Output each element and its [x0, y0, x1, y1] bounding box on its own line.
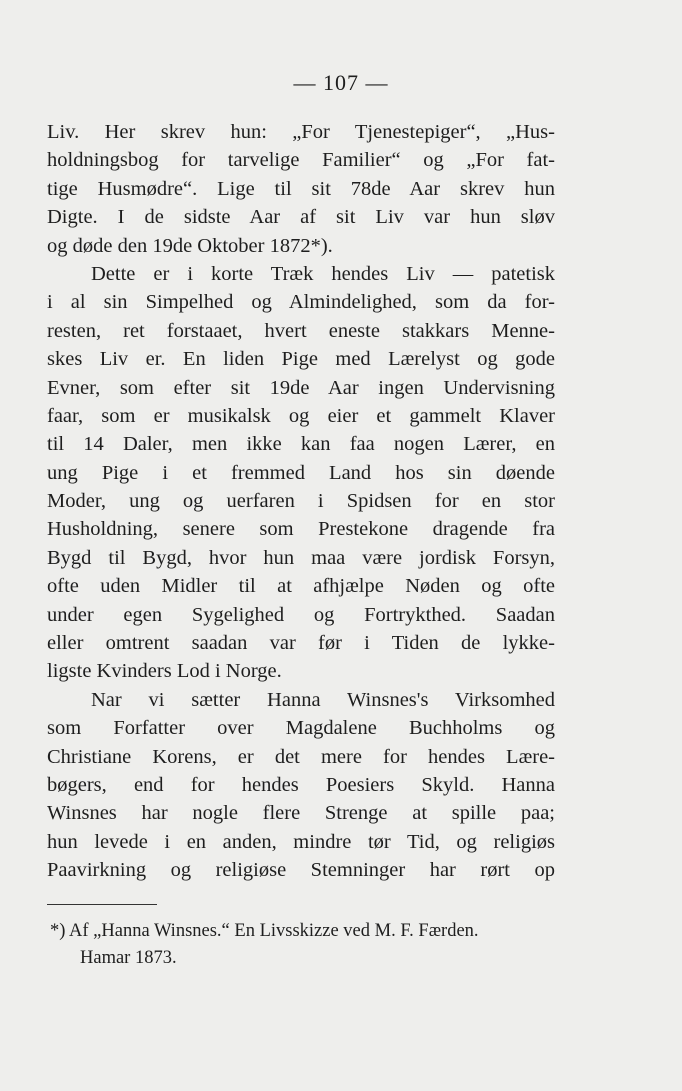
text-line: Dette er i korte Træk hendes Liv — patetisk [91, 262, 555, 285]
page-number: — 107 — [293, 70, 389, 95]
text-line: Nar vi sætter Hanna Winsnes's Virksomhed [91, 688, 555, 711]
text-line: ligste Kvinders Lod i Norge. [47, 660, 282, 683]
text-line: til 14 Daler, men ikke kan faa nogen Lærer, en [47, 433, 555, 456]
text-line: Husholdning, senere som Prestekone dragende fra [47, 518, 555, 541]
body-text [47, 118, 555, 885]
text-line: under egen Sygelighed og Fortrykthed. Saadan [47, 603, 555, 626]
footnote-line [50, 918, 555, 945]
text-line: resten, ret forstaaet, hvert eneste stakkars Menne- [47, 319, 555, 342]
footnote-marker: *) [50, 921, 66, 941]
text-line: ofte uden Midler til at afhjælpe Nøden og ofte [47, 575, 555, 598]
text-line: tige Husmødre“. Lige til sit 78de Aar skrev hun [47, 177, 555, 200]
text-line: ung Pige i et fremmed Land hos sin døende [47, 461, 555, 484]
text-line: Paavirkning og religiøse Stemninger har rørt op [47, 859, 555, 882]
footnote-text: Af „Hanna Winsnes.“ En Livsskizze ved M. F. Færden. [69, 921, 479, 941]
text-line: hun levede i en anden, mindre tør Tid, og religiøs [47, 830, 555, 853]
text-line: Liv. Her skrev hun: „For Tjenestepiger“, „Hus- [47, 121, 555, 143]
text-line: Winsnes har nogle flere Strenge at spille paa; [47, 802, 555, 825]
text-line: i al sin Simpelhed og Almindelighed, som da for- [47, 291, 555, 314]
text-line: bøgers, end for hendes Poesiers Skyld. Hanna [47, 773, 555, 796]
text-line: Bygd til Bygd, hvor hun maa være jordisk Forsyn, [47, 546, 555, 569]
text-line: og døde den 19de Oktober 1872*). [47, 234, 333, 257]
footnote-line: Hamar 1873. [80, 948, 177, 968]
footnote [50, 918, 555, 972]
text-line: Digte. I de sidste Aar af sit Liv var hun sløv [47, 206, 555, 229]
text-line: som Forfatter over Magdalene Buchholms og [47, 717, 555, 740]
text-line: eller omtrent saadan var før i Tiden de lykke- [47, 632, 555, 655]
footnote-divider [47, 904, 157, 905]
text-line: Evner, som efter sit 19de Aar ingen Undervisning [47, 376, 555, 399]
text-line: skes Liv er. En liden Pige med Lærelyst og gode [47, 348, 555, 371]
text-line: holdningsbog for tarvelige Familier“ og „For fat- [47, 149, 555, 172]
text-line: Moder, ung og uerfaren i Spidsen for en stor [47, 490, 555, 513]
text-line: faar, som er musikalsk og eier et gammelt Klaver [47, 404, 555, 427]
text-line: Christiane Korens, er det mere for hendes Lære- [47, 745, 555, 768]
